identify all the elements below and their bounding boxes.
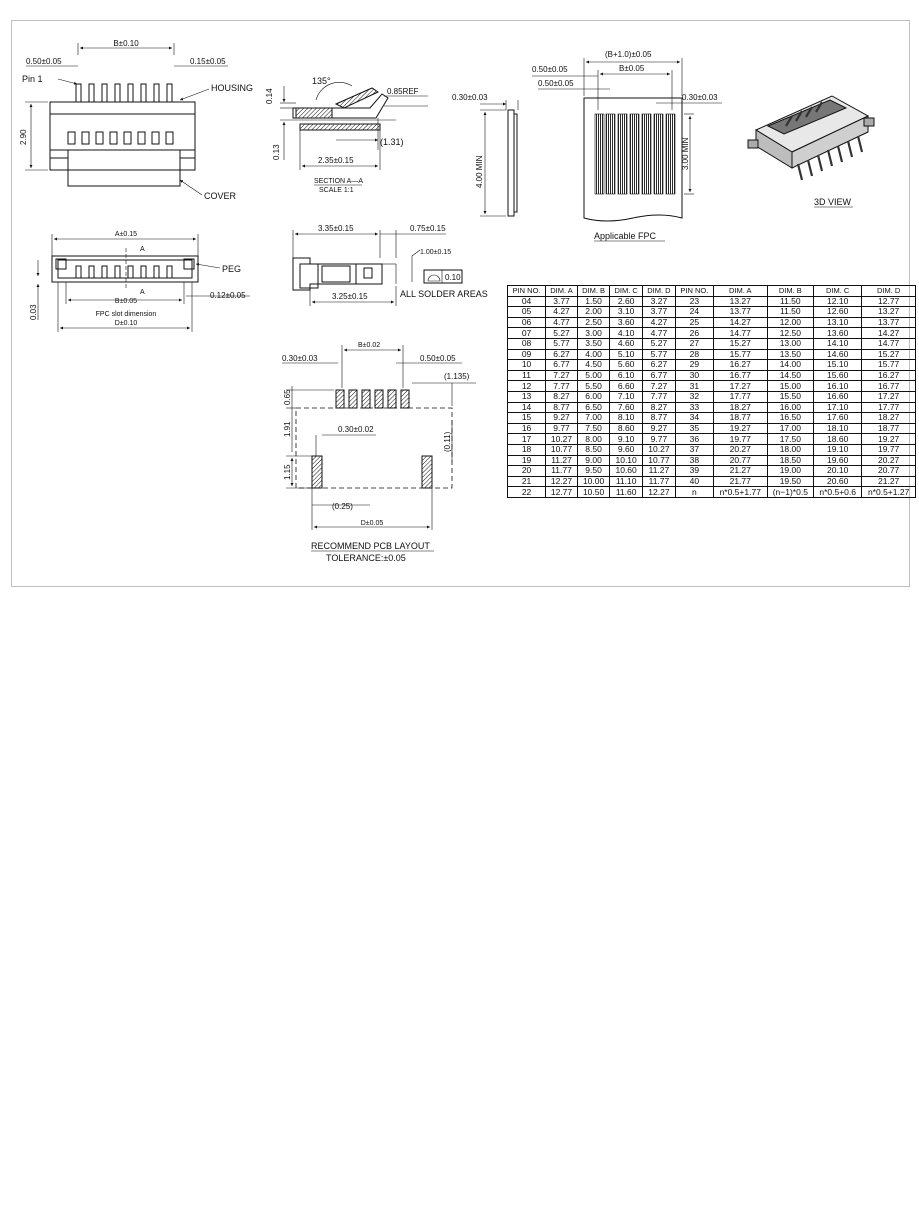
table-cell: 7.10 [610,391,643,402]
peg-label: PEG [222,264,242,274]
table-cell: 10 [508,360,546,371]
table-cell: 12.27 [643,487,676,498]
side-335-label: 3.35±0.15 [318,224,354,233]
table-cell: 3.60 [610,317,643,328]
table-cell: 16.00 [767,402,814,413]
table-cell: 14.50 [767,370,814,381]
table-cell: 14 [508,402,546,413]
table-cell: 4.50 [577,360,609,371]
table-cell: 2.00 [577,307,609,318]
table-cell: 4.00 [577,349,609,360]
table-cell: 7.00 [577,413,609,424]
table-row [508,360,916,371]
table-cell: 18.27 [713,402,767,413]
top-contacts [68,132,173,144]
table-cell: 21.77 [713,476,767,487]
table-cell: 19.50 [767,476,814,487]
table-cell: 18.50 [767,455,814,466]
pcb-1135-label: (1.135) [444,372,470,381]
table-row [508,328,916,339]
table-cell: 20.10 [814,466,862,477]
table-cell: 5.77 [546,338,578,349]
table-cell: 19.00 [767,466,814,477]
table-row [508,370,916,381]
table-row [508,487,916,498]
bottom-pins [76,266,172,278]
table-cell: 15.60 [814,370,862,381]
table-cell: 8.27 [546,391,578,402]
table-cell: 24 [675,307,713,318]
table-cell: 19.77 [862,444,916,455]
table-cell: 38 [675,455,713,466]
table-cell: 04 [508,296,546,307]
fpc-title: Applicable FPC [594,231,657,241]
table-body [508,296,916,497]
table-cell: 14.60 [814,349,862,360]
table-cell: 3.77 [546,296,578,307]
table-cell: 16.10 [814,381,862,392]
pcb-011-label: (0.11) [443,431,452,452]
table-cell: 11.10 [610,476,643,487]
side-010-label: 0.10 [445,273,461,282]
table-cell: 34 [675,413,713,424]
table-cell: n*0.5+0.6 [814,487,862,498]
table-cell: 19.77 [713,434,767,445]
table-cell: 23 [675,296,713,307]
pcb-title: RECOMMEND PCB LAYOUT [311,541,430,551]
bot-b-label: B±0.05 [114,298,138,305]
table-header: DIM. C [610,286,643,297]
table-row [508,338,916,349]
fpc-b1-label: (B+1.0)±0.05 [605,50,652,59]
section-scale: SCALE 1:1 [319,187,354,194]
table-cell: 9.77 [643,434,676,445]
table-cell: 17.77 [713,391,767,402]
top-b-label: B±0.10 [113,39,139,48]
table-cell: 4.27 [643,317,676,328]
pcb-050-label: 0.50±0.05 [420,354,456,363]
table-cell: 6.50 [577,402,609,413]
table-cell: 11.77 [546,466,578,477]
table-header: PIN NO. [675,286,713,297]
table-cell: 8.77 [643,413,676,424]
table-row [508,413,916,424]
table-cell: 18.60 [814,434,862,445]
table-cell: 06 [508,317,546,328]
cover-label: COVER [204,191,237,201]
bot-003-label: 0.03 [29,304,38,320]
bot-d-label: D±0.10 [114,320,138,327]
section-a-a [265,76,428,194]
table-cell: 15.27 [713,338,767,349]
top-pins [76,84,172,102]
table-cell: 20 [508,466,546,477]
table-cell: 7.50 [577,423,609,434]
table-cell: 13.27 [713,296,767,307]
table-cell: 11.60 [610,487,643,498]
table-cell: n*0.5+1.77 [713,487,767,498]
fpc-400-label: 4.00 MIN [475,155,484,188]
table-cell: 11.50 [767,307,814,318]
table-header: DIM. B [767,286,814,297]
table-cell: 13.00 [767,338,814,349]
table-cell: 15.77 [713,349,767,360]
fpc-050a-label: 0.50±0.05 [532,65,568,74]
table-header: DIM. B [577,286,609,297]
bottom-view [29,231,250,332]
side-075-label: 0.75±0.15 [410,224,446,233]
table-cell: 18.77 [862,423,916,434]
table-cell: 16.27 [713,360,767,371]
table-cell: 8.00 [577,434,609,445]
table-cell: 17 [508,434,546,445]
table-cell: 09 [508,349,546,360]
table-cell: 4.10 [610,328,643,339]
table-cell: 3.00 [577,328,609,339]
table-cell: 20.60 [814,476,862,487]
table-cell: 32 [675,391,713,402]
3d-view [748,96,874,207]
table-cell: n*0.5+1.27 [862,487,916,498]
table-cell: 8.60 [610,423,643,434]
table-cell: 10.50 [577,487,609,498]
table-cell: 3.10 [610,307,643,318]
fpc-030l-label: 0.30±0.03 [452,93,488,102]
table-cell: 1.50 [577,296,609,307]
3d-view-label: 3D VIEW [814,197,852,207]
table-cell: 15.77 [862,360,916,371]
section-title: SECTION A—A [314,178,364,185]
height-290-label: 2.90 [19,129,28,145]
section-235-label: 2.35±0.15 [318,156,354,165]
table-cell: 11.50 [767,296,814,307]
table-row [508,296,916,307]
table-cell: 18 [508,444,546,455]
table-cell: 5.27 [546,328,578,339]
pcb-191-label: 1.91 [283,421,292,437]
pcb-d-label: D±0.05 [360,520,384,527]
table-cell: 15.00 [767,381,814,392]
table-cell: 16.77 [713,370,767,381]
table-cell: 14.27 [713,317,767,328]
fpc-side-view [452,93,518,216]
pcb-layout [282,342,476,563]
table-cell: 12.10 [814,296,862,307]
table-cell: 21.27 [713,466,767,477]
table-cell: 5.50 [577,381,609,392]
table-cell: 12 [508,381,546,392]
side-100-label: 1.00±0.15 [420,249,452,256]
table-cell: 18.00 [767,444,814,455]
fpc-050b-label: 0.50±0.05 [538,79,574,88]
table-cell: 19.27 [713,423,767,434]
table-row [508,381,916,392]
side-view [293,224,488,306]
table-cell: 19.60 [814,455,862,466]
table-cell: 33 [675,402,713,413]
table-cell: 16.60 [814,391,862,402]
table-cell: 14.27 [862,328,916,339]
table-cell: 2.50 [577,317,609,328]
pcb-065-label: 0.65 [283,389,292,405]
table-cell: 10.00 [577,476,609,487]
table-cell: 18.10 [814,423,862,434]
table-cell: 21 [508,476,546,487]
table-row [508,423,916,434]
table-cell: 13.10 [814,317,862,328]
table-cell: 27 [675,338,713,349]
table-cell: 17.77 [862,402,916,413]
table-cell: 37 [675,444,713,455]
table-cell: 12.60 [814,307,862,318]
table-cell: 10.77 [643,455,676,466]
table-cell: 17.27 [713,381,767,392]
pcb-025-label: (0.25) [332,502,353,511]
table-cell: 8.10 [610,413,643,424]
table-row [508,402,916,413]
table-header: DIM. D [643,286,676,297]
table-cell: 6.77 [643,370,676,381]
fpc-b-label: B±0.05 [619,64,645,73]
table-cell: 18.77 [713,413,767,424]
table-cell: 13 [508,391,546,402]
table-row [508,317,916,328]
table-cell: 19 [508,455,546,466]
table-cell: 36 [675,434,713,445]
table-cell: 4.27 [546,307,578,318]
section-014-label: 0.14 [265,88,274,104]
table-cell: 18.27 [862,413,916,424]
table-cell: 22 [508,487,546,498]
table-cell: 13.50 [767,349,814,360]
top-view [19,39,253,201]
table-cell: 12.27 [546,476,578,487]
bot-a-label: A±0.15 [114,231,138,238]
table-header: DIM. D [862,286,916,297]
table-cell: 12.77 [546,487,578,498]
table-cell: 17.00 [767,423,814,434]
table-cell: 11.27 [546,455,578,466]
bot-a-mark2: A [140,289,145,296]
table-row [508,444,916,455]
section-085-label: 0.85REF [387,87,419,96]
table-cell: 5.27 [643,338,676,349]
table-cell: 3.27 [643,296,676,307]
table-row [508,476,916,487]
table-cell: 2.60 [610,296,643,307]
table-header: DIM. C [814,286,862,297]
pcb-030-label: 0.30±0.03 [282,354,318,363]
table-cell: 9.50 [577,466,609,477]
table-cell: 6.27 [546,349,578,360]
applicable-fpc [532,50,722,241]
table-cell: 11 [508,370,546,381]
table-cell: 5.60 [610,360,643,371]
table-cell: (n−1)*0.5 [767,487,814,498]
pcb-pads [336,390,409,408]
table-cell: 35 [675,423,713,434]
table-cell: 12.50 [767,328,814,339]
bot-a-mark1: A [140,246,145,253]
pcb-b-label: B±0.02 [358,342,381,349]
table-cell: 5.77 [643,349,676,360]
table-cell: 8.50 [577,444,609,455]
table-cell: 9.77 [546,423,578,434]
section-angle-label: 135° [312,76,331,86]
table-cell: 6.00 [577,391,609,402]
table-row [508,466,916,477]
table-cell: 12.77 [862,296,916,307]
table-cell: 15.10 [814,360,862,371]
table-cell: 10.27 [546,434,578,445]
table-cell: 10.77 [546,444,578,455]
table-cell: 16.50 [767,413,814,424]
table-cell: 14.10 [814,338,862,349]
table-cell: 13.77 [713,307,767,318]
table-cell: 7.77 [643,391,676,402]
table-cell: 17.60 [814,413,862,424]
table-cell: 8.77 [546,402,578,413]
top-pitch-label: 0.50±0.05 [26,57,62,66]
pin1-label: Pin 1 [22,74,43,84]
table-cell: 7.27 [546,370,578,381]
table-cell: 5.00 [577,370,609,381]
table-cell: 9.27 [546,413,578,424]
table-cell: 11.27 [643,466,676,477]
section-013-label: 0.13 [272,144,281,160]
table-cell: 6.60 [610,381,643,392]
table-cell: 8.27 [643,402,676,413]
table-cell: 10.60 [610,466,643,477]
table-cell: 14.77 [862,338,916,349]
table-cell: 31 [675,381,713,392]
top-gap-label: 0.15±0.05 [190,57,226,66]
table-cell: 30 [675,370,713,381]
table-cell: 6.77 [546,360,578,371]
table-cell: 39 [675,466,713,477]
table-cell: 4.77 [546,317,578,328]
table-row [508,349,916,360]
table-cell: 7.60 [610,402,643,413]
table-cell: 16.77 [862,381,916,392]
bot-slot-label: FPC slot dimension [95,311,157,318]
table-header: PIN NO. [508,286,546,297]
table-cell: 12.00 [767,317,814,328]
table-cell: 16.27 [862,370,916,381]
housing-label: HOUSING [211,83,254,93]
table-cell: 3.50 [577,338,609,349]
table-cell: 15.27 [862,349,916,360]
table-cell: 13.60 [814,328,862,339]
table-cell: 7.77 [546,381,578,392]
table-row [508,434,916,445]
pcb-115-label: 1.15 [283,464,292,480]
pcb-030b-label: 0.30±0.02 [338,425,374,434]
table-cell: 29 [675,360,713,371]
table-cell: 14.00 [767,360,814,371]
table-cell: 13.77 [862,317,916,328]
table-cell: 14.77 [713,328,767,339]
bot-012-label: 0.12±0.05 [210,291,246,300]
table-row [508,455,916,466]
table-header-row [508,286,916,297]
side-325-label: 3.25±0.15 [332,292,368,301]
table-cell: 7.27 [643,381,676,392]
solder-label: ALL SOLDER AREAS [400,289,488,299]
table-cell: 19.10 [814,444,862,455]
table-cell: 15 [508,413,546,424]
table-cell: 17.27 [862,391,916,402]
table-row [508,391,916,402]
table-cell: 26 [675,328,713,339]
table-cell: 13.27 [862,307,916,318]
table-cell: 11.77 [643,476,676,487]
table-cell: 4.77 [643,328,676,339]
table-cell: 17.50 [767,434,814,445]
table-cell: 9.27 [643,423,676,434]
table-cell: 07 [508,328,546,339]
table-cell: 6.27 [643,360,676,371]
table-cell: 15.50 [767,391,814,402]
table-cell: 9.10 [610,434,643,445]
table-cell: 28 [675,349,713,360]
table-row [508,307,916,318]
table-cell: 10.27 [643,444,676,455]
table-cell: 19.27 [862,434,916,445]
table-cell: 4.60 [610,338,643,349]
section-131-label: (1.31) [380,137,404,147]
table-cell: n [675,487,713,498]
dimension-table [507,285,916,498]
table-cell: 3.77 [643,307,676,318]
table-header: DIM. A [713,286,767,297]
table-cell: 20.27 [862,455,916,466]
table-cell: 05 [508,307,546,318]
table-cell: 20.77 [713,455,767,466]
table-cell: 10.10 [610,455,643,466]
table-cell: 25 [675,317,713,328]
table-cell: 9.60 [610,444,643,455]
table-cell: 08 [508,338,546,349]
pcb-tolerance: TOLERANCE:±0.05 [326,553,406,563]
table-cell: 17.10 [814,402,862,413]
table-header: DIM. A [546,286,578,297]
fpc-030r-label: 0.30±0.03 [682,93,718,102]
fpc-300-label: 3.00 MIN [681,137,690,170]
table-cell: 20.27 [713,444,767,455]
table-cell: 6.10 [610,370,643,381]
table-cell: 16 [508,423,546,434]
table-cell: 20.77 [862,466,916,477]
table-cell: 5.10 [610,349,643,360]
table-cell: 9.00 [577,455,609,466]
table-cell: 21.27 [862,476,916,487]
table-cell: 40 [675,476,713,487]
